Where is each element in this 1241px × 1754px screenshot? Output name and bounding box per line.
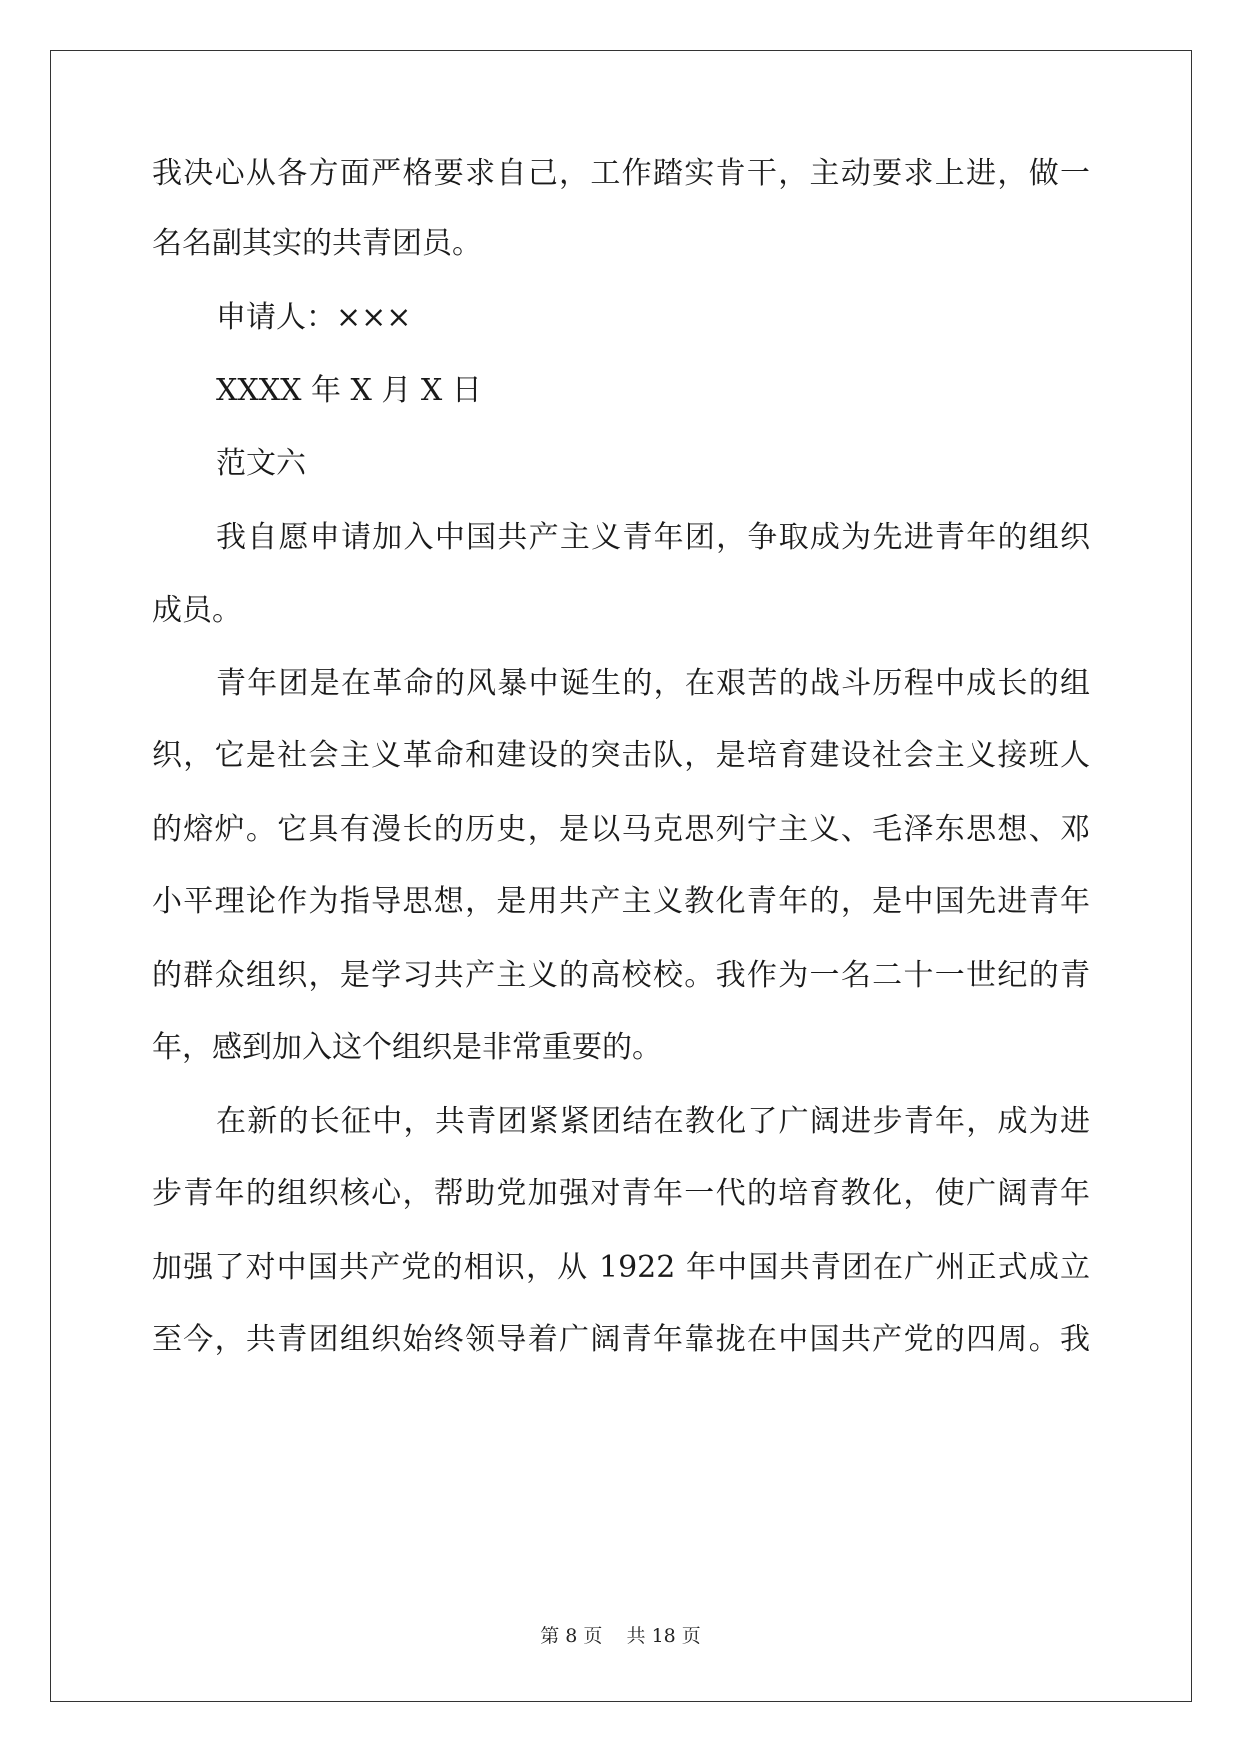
signature-line: 申请人：×××	[216, 300, 412, 335]
text-line: 织，它是社会主义革命和建设的突击队，是培育建设社会主义接班人	[152, 738, 1090, 773]
date-line: XXXX 年 X 月 X 日	[216, 373, 482, 408]
text-line: 步青年的组织核心，帮助党加强对青年一代的培育教化，使广阔青年	[152, 1176, 1090, 1211]
text-line: 年，感到加入这个组织是非常重要的。	[152, 1030, 662, 1065]
text-line: 加强了对中国共产党的相识，从 1922 年中国共青团在广州正式成立	[152, 1250, 1090, 1285]
text-line: 我自愿申请加入中国共产主义青年团，争取成为先进青年的组织	[216, 520, 1090, 555]
text-line: 名名副其实的共青团员。	[152, 226, 482, 261]
text-line: 青年团是在革命的风暴中诞生的，在艰苦的战斗历程中成长的组	[216, 666, 1090, 701]
text-line: 至今，共青团组织始终领导着广阔青年靠拢在中国共产党的四周。我	[152, 1322, 1090, 1357]
text-line: 在新的长征中，共青团紧紧团结在教化了广阔进步青年，成为进	[216, 1104, 1090, 1139]
section-heading: 范文六	[216, 446, 306, 481]
text-line: 小平理论作为指导思想，是用共产主义教化青年的，是中国先进青年	[152, 884, 1090, 919]
text-line: 我决心从各方面严格要求自己，工作踏实肯干，主动要求上进，做一	[152, 156, 1090, 191]
text-line: 的群众组织，是学习共产主义的高校校。我作为一名二十一世纪的青	[152, 958, 1090, 993]
text-line: 的熔炉。它具有漫长的历史，是以马克思列宁主义、毛泽东思想、邓	[152, 812, 1090, 847]
page-footer	[0, 1624, 1241, 1648]
page-number: 第 8 页 共 18 页	[540, 1625, 701, 1647]
text-line: 成员。	[152, 593, 242, 628]
